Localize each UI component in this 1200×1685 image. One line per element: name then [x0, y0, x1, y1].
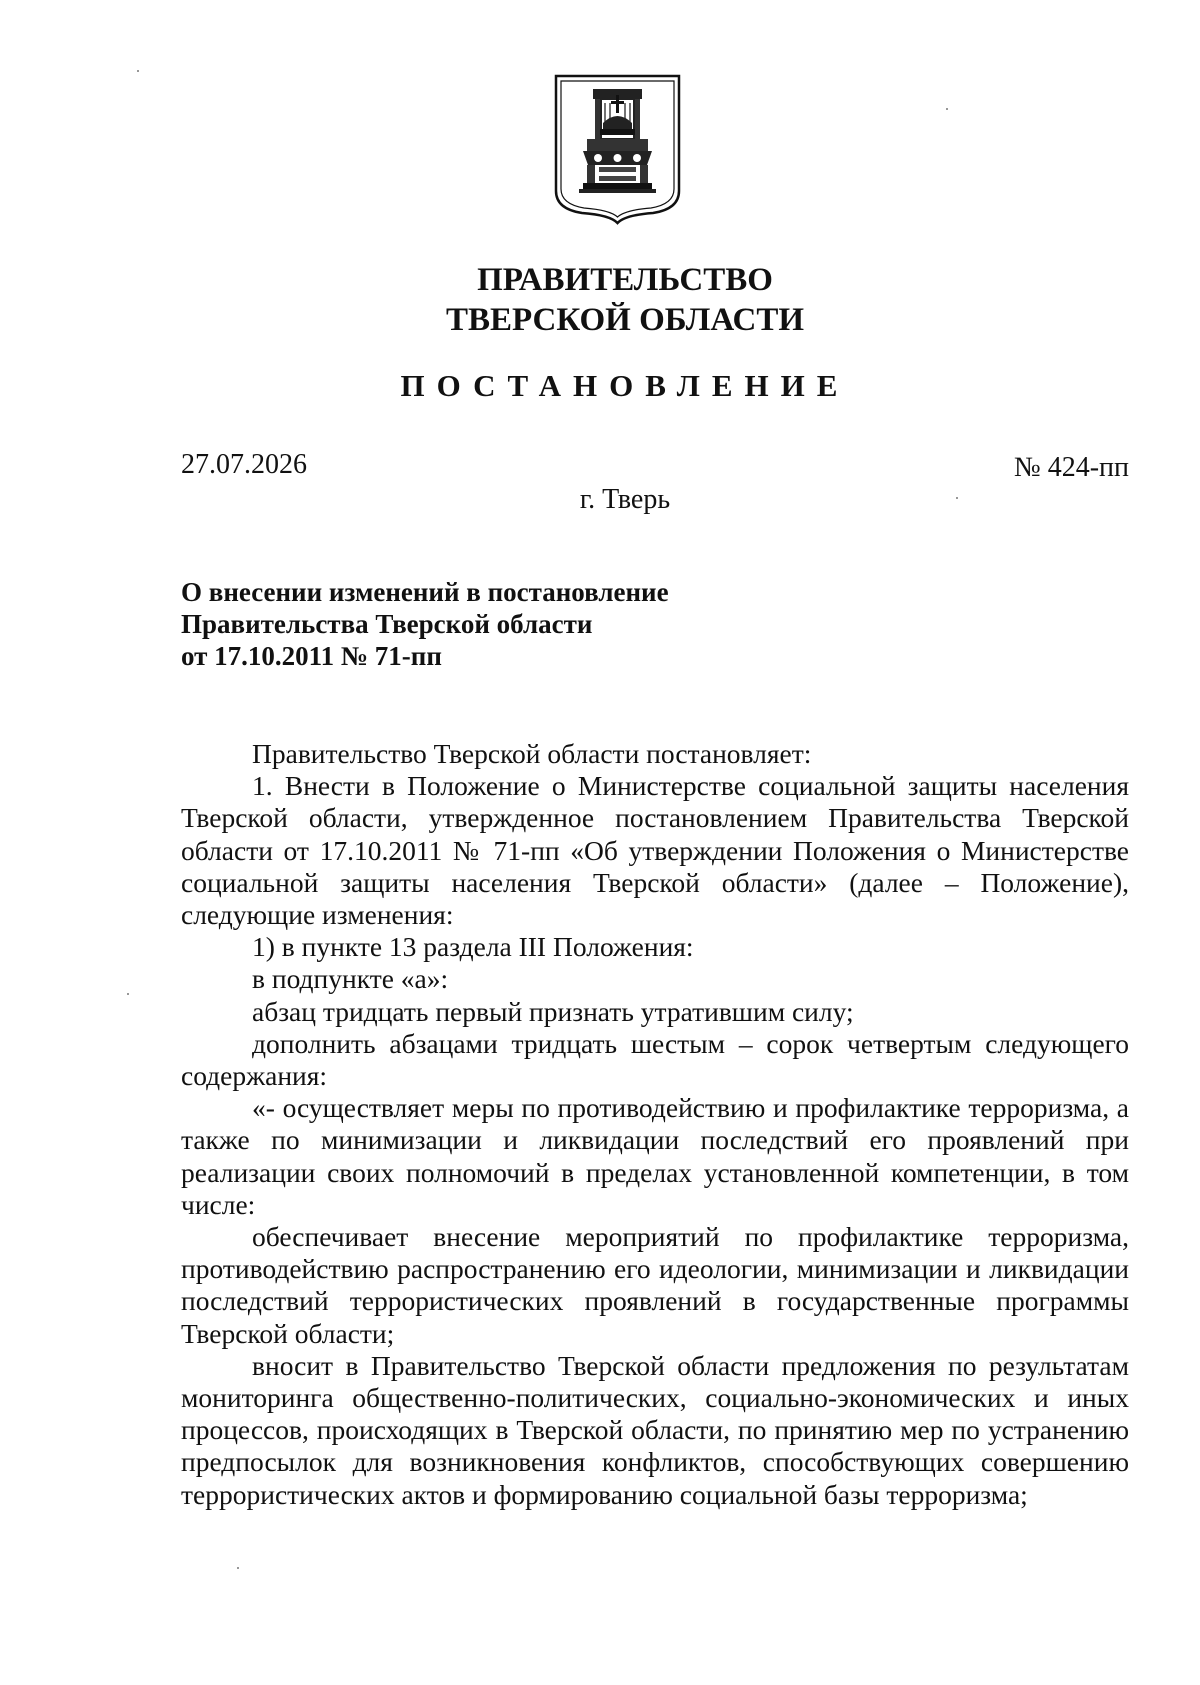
body-paragraph: дополнить абзацами тридцать шестым – сорок четвертым следующего содержания: [181, 1027, 1129, 1092]
scan-speck [237, 1567, 239, 1569]
document-type-heading: ПОСТАНОВЛЕНИЕ [400, 368, 850, 403]
document-body [181, 738, 1129, 1511]
subject-line: Правительства Тверской области [181, 609, 593, 639]
tver-coat-of-arms-icon [553, 73, 682, 225]
scan-speck [956, 497, 958, 499]
body-paragraph: Правительство Тверской области постановляет: [252, 738, 812, 769]
document-date: 27.07.2026 [181, 449, 307, 480]
document-subject [181, 576, 669, 672]
body-paragraph: обеспечивает внесение мероприятий по профилактике терроризма, противодействию распространению его идеологии, минимизации и ликвидации последствий террористических проявлений в государственные программы Тверской области; [181, 1221, 1129, 1349]
document-number: № 424-пп [1013, 452, 1129, 483]
subject-line: от 17.10.2011 № 71-пп [181, 641, 442, 671]
body-paragraph: в подпункте «а»: [252, 963, 449, 995]
body-paragraph: 1) в пункте 13 раздела III Положения: [252, 931, 694, 963]
subject-line: О внесении изменений в постановление [181, 577, 669, 607]
issuer-name-line2: ТВЕРСКОЙ ОБЛАСТИ [445, 302, 805, 338]
document-city: г. Тверь [579, 484, 671, 515]
scan-speck [137, 70, 139, 72]
body-paragraph: «- осуществляет меры по противодействию и профилактике терроризма, а также по минимизации и ликвидации последствий его проявлений при реализации своих полномочий в пределах установленной компетенции, в том числе: [181, 1092, 1129, 1220]
body-paragraph: абзац тридцать первый признать утратившим силу; [252, 995, 854, 1027]
issuer-name-line1: ПРАВИТЕЛЬСТВО [477, 262, 773, 298]
body-paragraph: вносит в Правительство Тверской области предложения по результатам мониторинга общественно-политических, социально-экономических и иных процессов, происходящих в Тверской области, по принятию мер по устранению предпосылок для возникновения конфликтов, способствующих совершению террористических актов и формированию социальной базы терроризма; [181, 1349, 1129, 1510]
scan-speck [127, 993, 129, 995]
body-paragraph: 1. Внести в Положение о Министерстве социальной защиты населения Тверской области, утвержденное постановлением Правительства Тверской области от 17.10.2011 № 71-пп «Об утверждении Положения о Министерстве социальной защиты населения Тверской области» (далее – Положение), следующие изменения: [181, 770, 1129, 931]
scan-speck [946, 108, 948, 110]
